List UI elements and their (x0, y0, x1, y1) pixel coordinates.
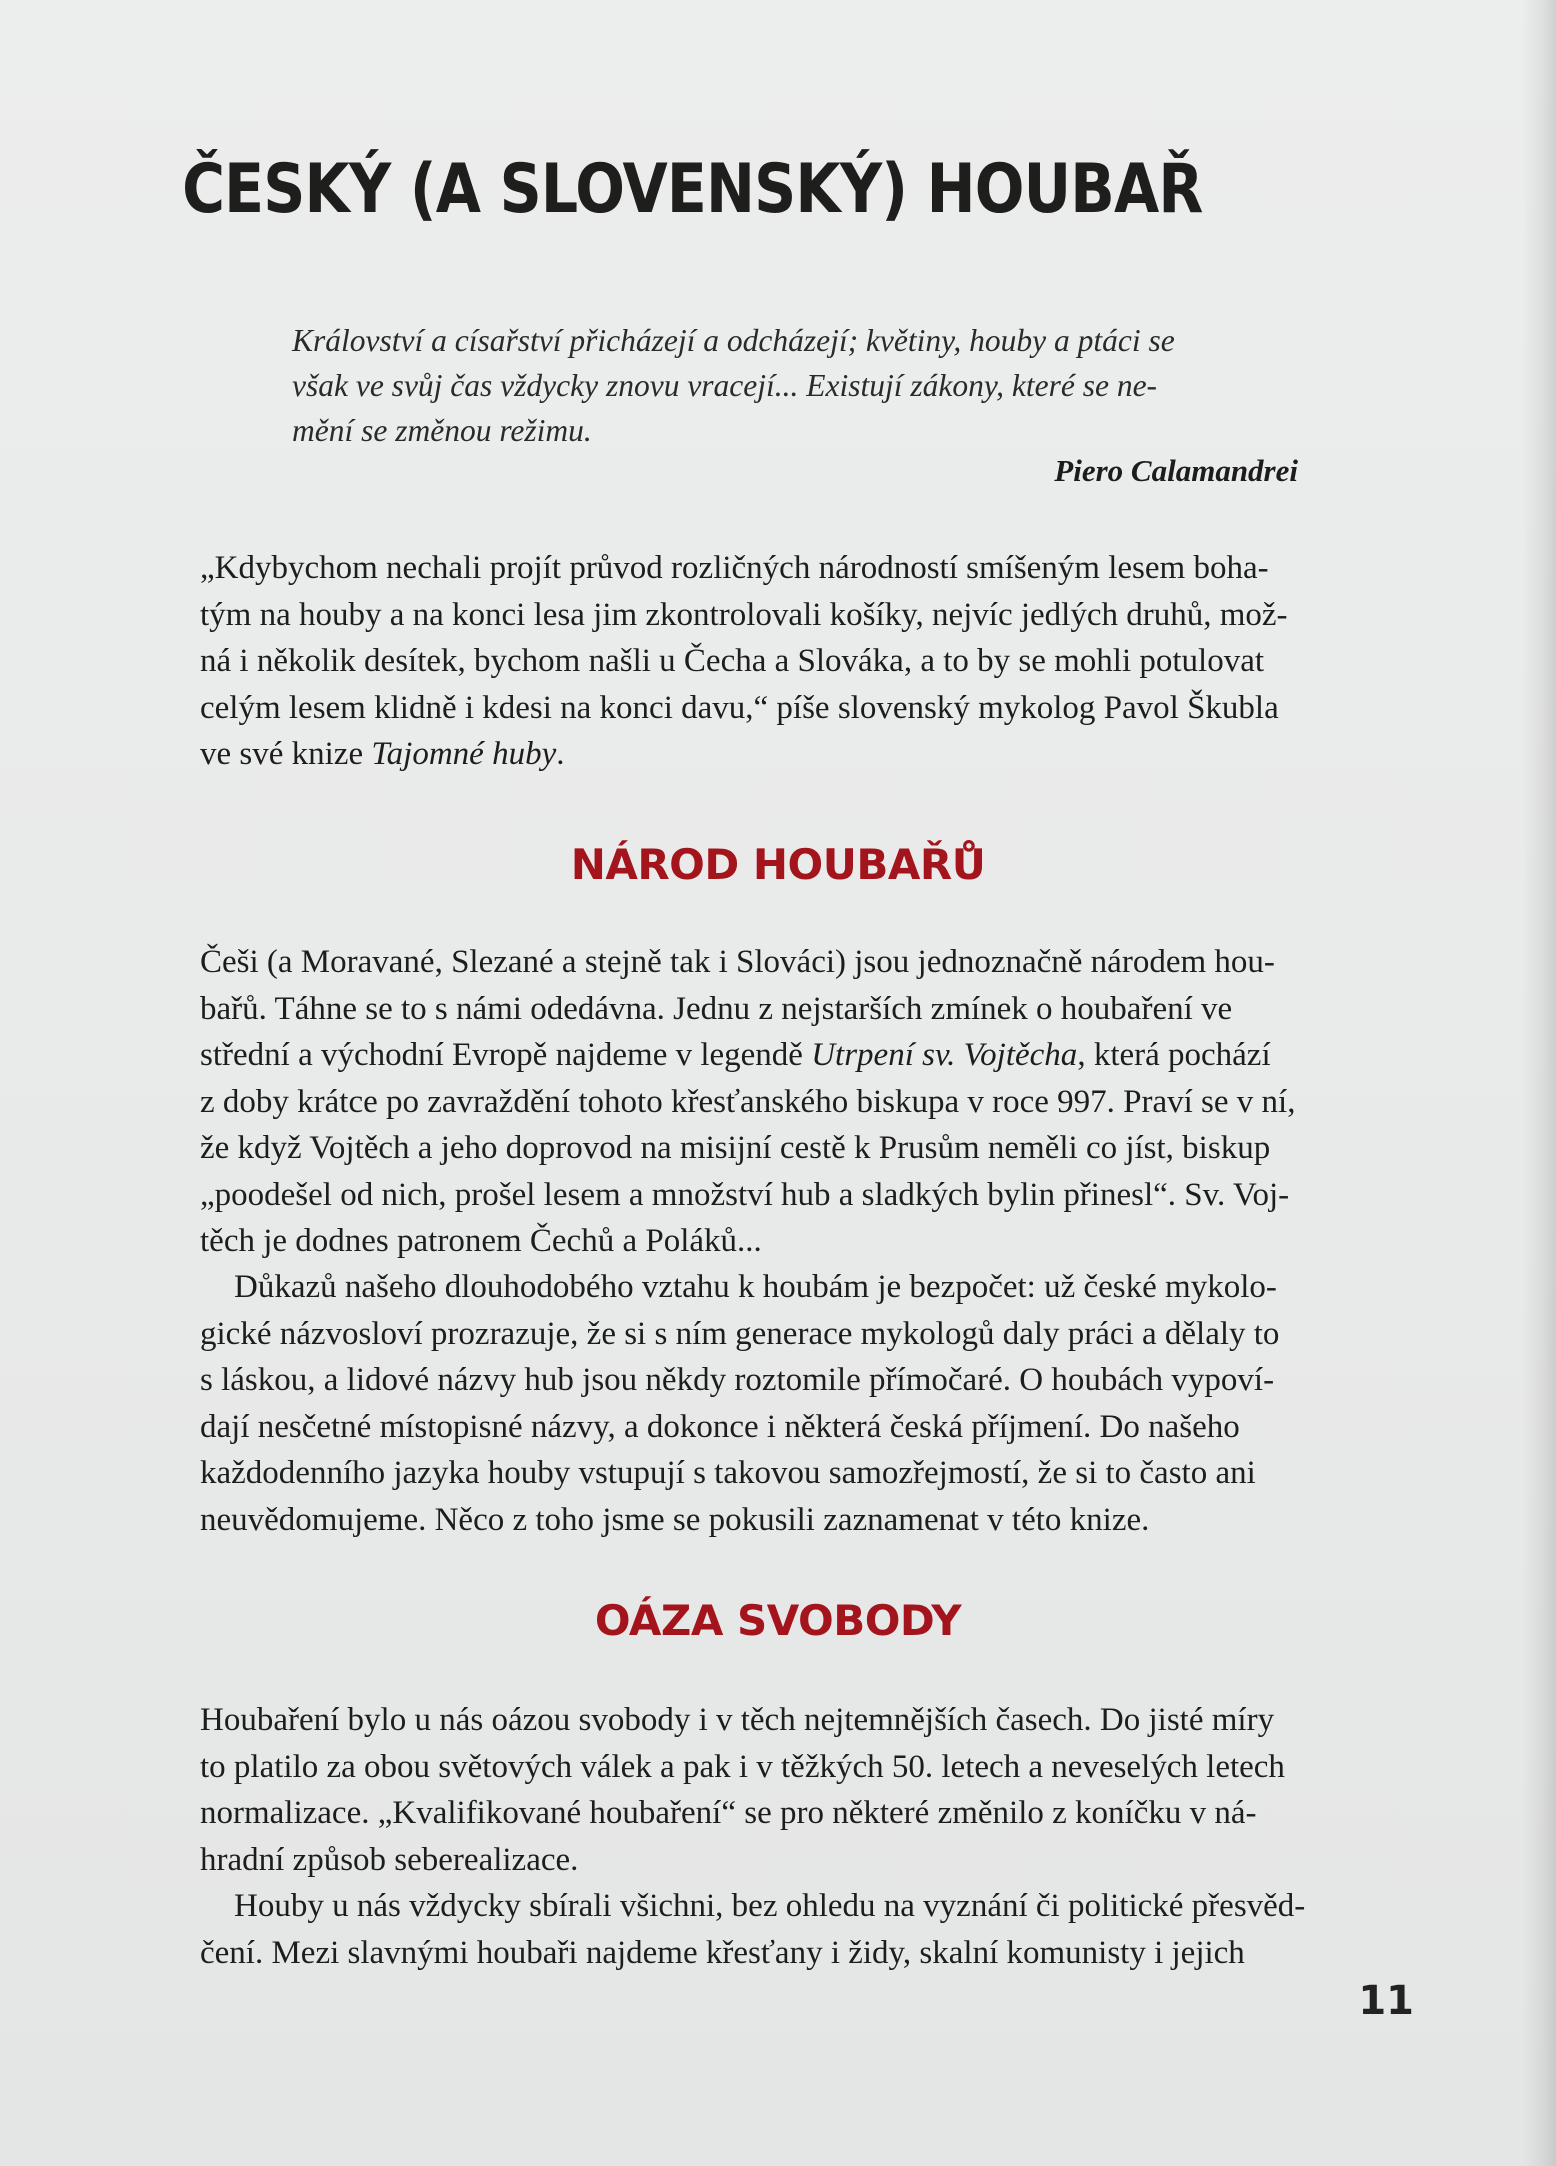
epigraph-author: Piero Calamandrei (1054, 453, 1298, 488)
text-line: „poodešel od nich, prošel lesem a množství hub a sladkých bylin přinesl“. Sv. Voj- (200, 1176, 1290, 1213)
text-line: bařů. Táhne se to s námi odedávna. Jednu z nejstarších zmínek o houbaření ve (200, 990, 1233, 1027)
text-line: Češi (a Moravané, Slezané a stejně tak i Slováci) jsou jednoznačně národem hou- (200, 944, 1275, 980)
section1-paragraph-2 (200, 1264, 1408, 1543)
book-title: Tajomné huby (371, 736, 557, 772)
intro-paragraph (200, 545, 1408, 778)
text-line: Houby u nás vždycky sbírali všichni, bez ohledu na vyznání či politické přesvěd- (234, 1888, 1306, 1924)
epigraph (292, 318, 1302, 453)
text-line: celým lesem klidně i kdesi na konci davu,“ píše slovenský mykolog Pavol Škubla (200, 689, 1279, 726)
page-edge-shadow (1522, 0, 1556, 2166)
text-line: ná i několik desítek, bychom našli u Čecha a Slováka, a to by se mohli potulovat (200, 643, 1265, 679)
text-fragment: . (556, 736, 565, 772)
section2-paragraph-2 (200, 1883, 1408, 1976)
text-fragment: ve své knize (200, 736, 372, 772)
text-line: dají nesčetné místopisné názvy, a dokonce i některá česká příjmení. Do našeho (200, 1408, 1240, 1445)
text-fragment: , která pochází (1077, 1037, 1271, 1073)
text-line: s láskou, a lidové názvy hub jsou někdy roztomile přímočaré. O houbách vypoví- (200, 1362, 1275, 1398)
epigraph-line: Království a císařství přicházejí a odcházejí; květiny, houby a ptáci se (292, 323, 1175, 358)
chapter-title: ČESKÝ (A SLOVENSKÝ) HOUBAŘ (182, 150, 1203, 229)
text-line: to platilo za obou světových válek a pak i v těžkých 50. letech a neveselých letech (200, 1748, 1285, 1785)
text-line (200, 1032, 1408, 1079)
text-line: hradní způsob seberealizace. (200, 1841, 579, 1878)
section1-paragraph-1 (200, 939, 1408, 1265)
text-line: těch je dodnes patronem Čechů a Poláků... (200, 1223, 762, 1259)
text-line: normalizace. „Kvalifikované houbaření“ se pro některé změnilo z koníčku v ná- (200, 1795, 1257, 1831)
text-line: že když Vojtěch a jeho doprovod na misijní cestě k Prusům neměli co jíst, biskup (200, 1130, 1271, 1166)
epigraph-line: však ve svůj čas vždycky znovu vracejí... Existují zákony, které se ne- (292, 368, 1158, 403)
text-line (200, 731, 1408, 778)
text-fragment: střední a východní Evropě najdeme v legendě (200, 1037, 812, 1073)
text-line: čení. Mezi slavnými houbaři najdeme křesťany i židy, skalní komunisty i jejich (200, 1934, 1245, 1971)
text-line: gické názvosloví prozrazuje, že si s ním generace mykologů daly práci a dělaly to (200, 1315, 1280, 1352)
text-line: neuvědomujeme. Něco z toho jsme se pokusili zaznamenat v této knize. (200, 1501, 1150, 1538)
section-heading-narod-houbaru: NÁROD HOUBAŘŮ (570, 840, 986, 889)
section-heading-oaza-svobody: OÁZA SVOBODY (594, 1596, 962, 1645)
text-line: tým na houby a na konci lesa jim zkontrolovali košíky, nejvíc jedlých druhů, mož- (200, 596, 1288, 633)
section2-paragraph-1 (200, 1697, 1408, 1883)
text-line: každodenního jazyka houby vstupují s takovou samozřejmostí, že si to často ani (200, 1455, 1256, 1491)
epigraph-line: mění se změnou režimu. (292, 413, 592, 448)
page-number: 11 (1358, 1978, 1414, 2024)
text-line: Důkazů našeho dlouhodobého vztahu k houbám je bezpočet: už české mykolo- (234, 1269, 1277, 1305)
legend-title: Utrpení sv. Vojtěcha (811, 1037, 1078, 1073)
text-line: z doby krátce po zavraždění tohoto křesťanského biskupa v roce 997. Praví se v ní, (200, 1083, 1296, 1120)
text-line: Houbaření bylo u nás oázou svobody i v těch nejtemnějších časech. Do jisté míry (200, 1702, 1275, 1738)
text-line: „Kdybychom nechali projít průvod rozličných národností smíšeným lesem boha- (200, 550, 1269, 586)
